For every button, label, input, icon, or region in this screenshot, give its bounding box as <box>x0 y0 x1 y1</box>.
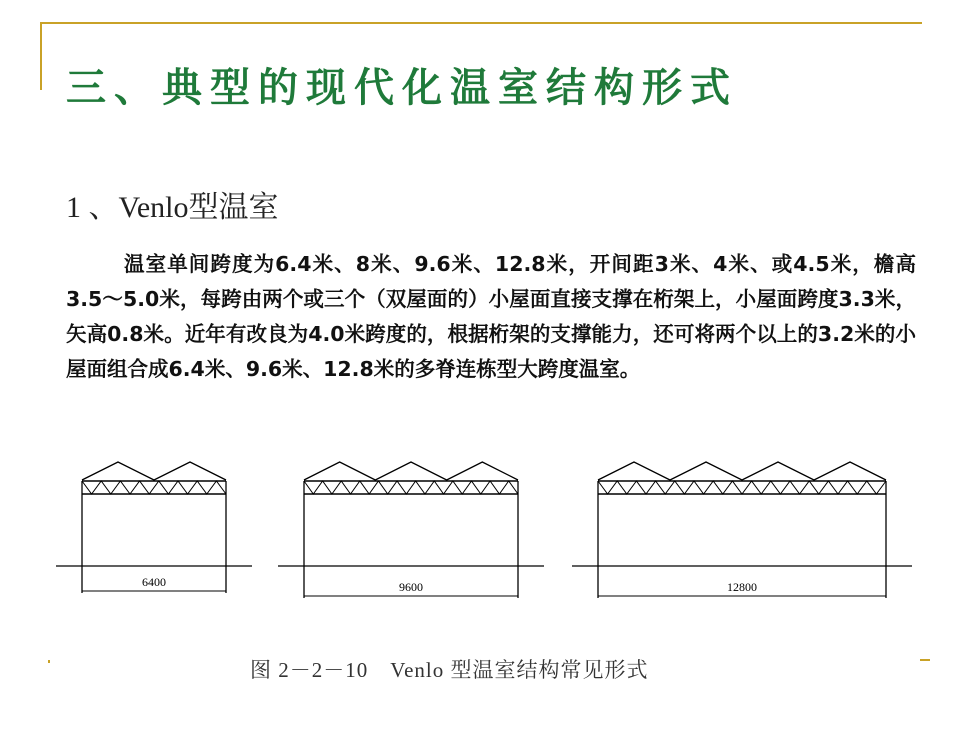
greenhouse-diagrams <box>50 450 930 610</box>
decor-tick-left <box>48 660 50 663</box>
figure-caption: 图 2－2－10 Venlo 型温室结构常见形式 <box>250 658 649 682</box>
section-subtitle: 1 、Venlo型温室 <box>66 191 279 224</box>
greenhouse-diagram-2 <box>278 462 544 598</box>
greenhouse-diagram-3 <box>572 462 912 598</box>
span-label: 9600 <box>399 580 423 594</box>
roof-line <box>82 462 226 480</box>
decor-tick-right <box>920 659 930 661</box>
body-paragraph: 温室单间跨度为6.4米、8米、9.6米、12.8米，开间距3米、4米、或4.5米，檐高3.5～5.0米，每跨由两个或三个（双屋面的）小屋面直接支撑在桁架上，小屋面跨度3.3米，矢高0.8米。近年有改良为4.0米跨度的，根据桁架的支撑能力，还可将两个以上的3.2米的小屋面组合成6.4米、9.6米、12.8米的多脊连栋型大跨度温室。 <box>66 252 916 381</box>
slide-title: 三、典型的现代化温室结构形式 <box>66 64 738 111</box>
greenhouse-diagram-1 <box>56 462 252 593</box>
truss-web <box>598 481 886 494</box>
roof-line <box>304 462 518 480</box>
truss-web <box>82 481 226 494</box>
frame-top-line <box>40 22 922 24</box>
frame-left-line <box>40 22 42 90</box>
span-label: 6400 <box>142 575 166 589</box>
greenhouse-figure <box>50 450 930 610</box>
roof-line <box>598 462 886 480</box>
span-label: 12800 <box>727 580 757 594</box>
truss-web <box>304 481 518 494</box>
